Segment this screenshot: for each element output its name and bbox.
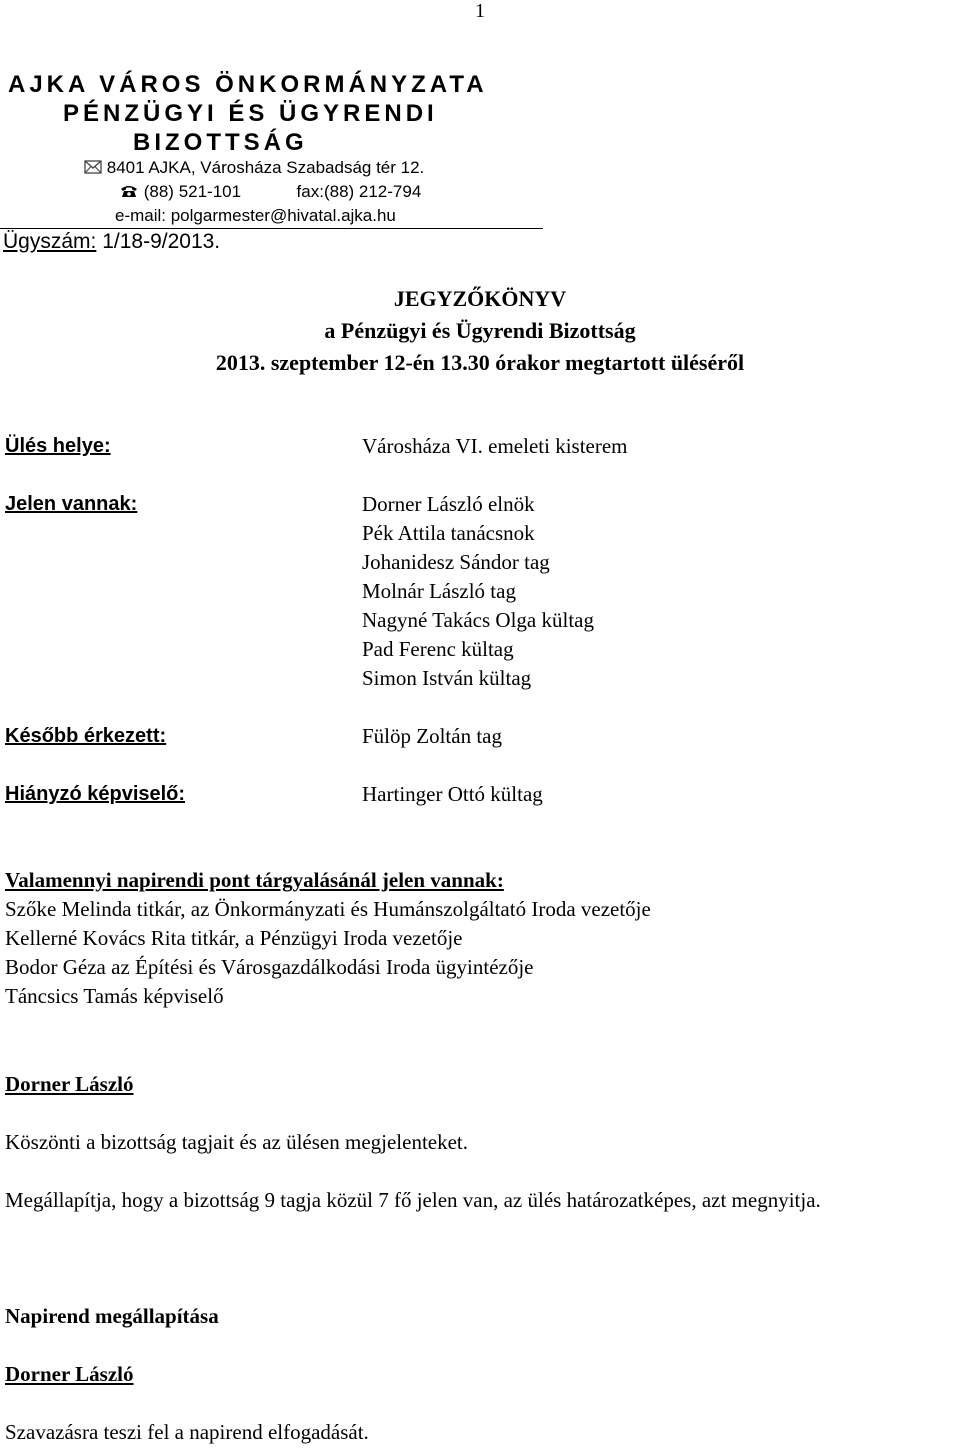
document-title: JEGYZŐKÖNYV xyxy=(393,286,567,311)
meeting-date: 2013. szeptember 12-én 13.30 órakor megtartott üléséről xyxy=(215,350,745,375)
phone-line xyxy=(119,182,421,203)
list-item: Bodor Géza az Építési és Városgazdálkodási Iroda ügyintézője xyxy=(5,955,534,979)
list-item: Kellerné Kovács Rita titkár, a Pénzügyi Iroda vezetője xyxy=(5,926,463,950)
case-number-label: Ügyszám: xyxy=(3,230,97,253)
place-label: Ülés helye: xyxy=(5,435,111,457)
envelope-icon xyxy=(84,159,102,179)
fax-text: fax:(88) 212-794 xyxy=(296,182,422,201)
list-item: Szőke Melinda titkár, az Önkormányzati és Humánszolgáltató Iroda vezetője xyxy=(5,897,651,921)
section-heading: Napirend megállapítása xyxy=(5,1304,219,1328)
late-value: Fülöp Zoltán tag xyxy=(362,724,502,748)
attendees-heading: Valamennyi napirendi pont tárgyalásánál jelen vannak: xyxy=(5,868,504,892)
document-subtitle: a Pénzügyi és Ügyrendi Bizottság xyxy=(324,318,636,343)
list-item: Táncsics Tamás képviselő xyxy=(5,984,224,1008)
org-name-line3: BIZOTTSÁG xyxy=(133,129,308,156)
paragraph: Megállapítja, hogy a bizottság 9 tagja közül 7 fő jelen van, az ülés határozatképes, azt megnyitja. xyxy=(5,1188,821,1212)
org-name-line1: AJKA VÁROS ÖNKORMÁNYZATA xyxy=(8,71,488,98)
list-item: Molnár László tag xyxy=(362,579,516,603)
list-item: Nagyné Takács Olga kültag xyxy=(362,608,594,632)
case-number-value: 1/18-9/2013. xyxy=(102,230,221,253)
attendees-list xyxy=(5,895,651,1011)
paragraph: Köszönti a bizottság tagjait és az ülésen megjelenteket. xyxy=(5,1130,469,1154)
org-name-line2: PÉNZÜGYI ÉS ÜGYRENDI xyxy=(63,100,438,127)
list-item: Simon István kültag xyxy=(362,666,532,690)
case-number xyxy=(3,230,220,254)
telephone-icon xyxy=(119,183,139,203)
phone-text: (88) 521-101 xyxy=(143,182,242,201)
header-divider xyxy=(0,228,543,229)
address-text: 8401 AJKA, Városháza Szabadság tér 12. xyxy=(106,158,425,177)
list-item: Pék Attila tanácsnok xyxy=(362,521,535,545)
present-label: Jelen vannak: xyxy=(5,493,138,515)
speaker-name: Dorner László xyxy=(5,1362,134,1386)
address-line xyxy=(84,158,424,179)
place-value: Városháza VI. emeleti kisterem xyxy=(362,434,628,458)
page-number: 1 xyxy=(475,0,485,22)
list-item: Johanidesz Sándor tag xyxy=(362,550,550,574)
absent-label: Hiányzó képviselő: xyxy=(5,783,186,805)
absent-value: Hartinger Ottó kültag xyxy=(362,782,543,806)
list-item: Pad Ferenc kültag xyxy=(362,637,514,661)
speaker-name: Dorner László xyxy=(5,1072,134,1096)
late-label: Később érkezett: xyxy=(5,725,167,747)
list-item: Dorner László elnök xyxy=(362,492,535,516)
present-list xyxy=(362,490,594,693)
email-text: e-mail: polgarmester@hivatal.ajka.hu xyxy=(115,206,396,225)
paragraph: Szavazásra teszi fel a napirend elfogadását. xyxy=(5,1420,369,1444)
